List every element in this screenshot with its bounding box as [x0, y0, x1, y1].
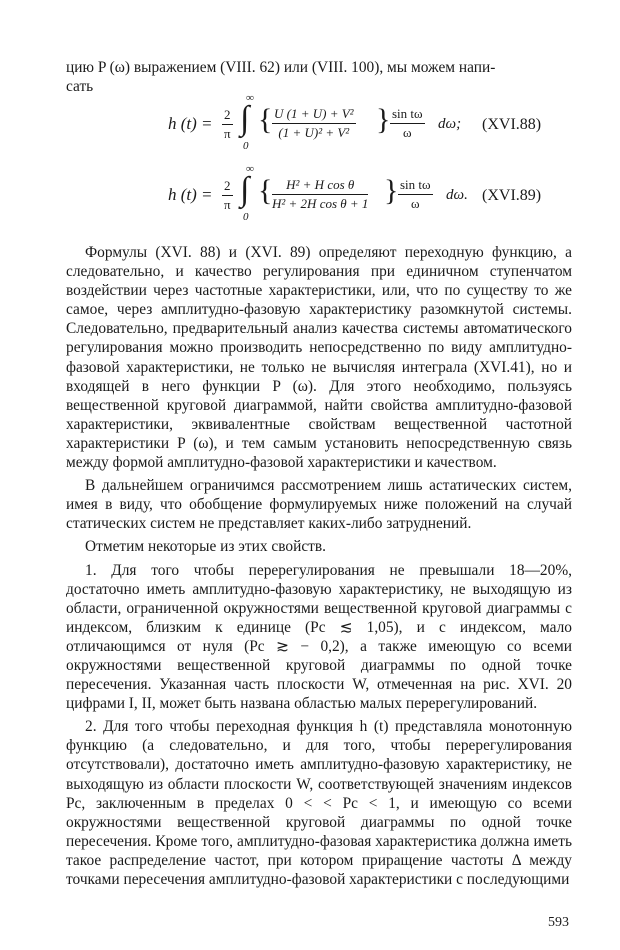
- body-text: [66, 243, 572, 889]
- integral-sign-icon: ∫: [240, 100, 250, 137]
- formula-xvi-89: [0, 163, 620, 233]
- sin-numerator: sin tω: [390, 106, 425, 124]
- main-fraction: [272, 177, 368, 212]
- main-denominator: (1 + U)² + V²: [278, 125, 350, 140]
- formula-xvi-88: [0, 92, 620, 162]
- integral-upper-limit: ∞: [246, 92, 254, 104]
- paragraph-3: Отметим некоторые из этих свойств.: [85, 538, 327, 556]
- coef-denominator: π: [223, 197, 231, 212]
- right-brace-icon: }: [384, 174, 399, 207]
- paragraph-1: Формулы (XVI. 88) и (XVI. 89) определяют переходную функцию, а следовательно, и качество регулирования при единичном ступенчатом воздействии через частотные характеристики, или, что по существу то же самое, через амплитудно-фазовую характеристику разомкнутой системы. Следовательно, предварительный анализ качества системы автоматического регулирования можно производить непосредственно по виду амплитудно-фазовой характеристики, не только не вычисляя интеграла (XVI.41), но и входящей в него функции P (ω). Для этого необходимо, пользуясь вещественной круговой диаграммой, найти свойства амплитудно-фазовой характеристики, эквивалентные свойствам вещественной частотной характеристики P (ω), и тем самым установить непосредственную связь между формой амплитудно-фазовой характеристики и качеством.: [66, 244, 572, 472]
- formula-coefficient: [222, 178, 233, 213]
- formula-tail: dω;: [438, 116, 462, 132]
- formula-tail: dω.: [446, 187, 468, 203]
- formula-number: (XVI.88): [482, 116, 542, 133]
- coef-numerator: 2: [222, 178, 233, 196]
- left-brace-icon: {: [258, 103, 273, 136]
- paragraph-2: В дальнейшем ограничимся рассмотрением лишь астатических систем, имея в виду, что обобщение формулируемых ниже положений на случай статических систем не представляет каких-либо затруднений.: [66, 477, 572, 533]
- integral-upper-limit: ∞: [246, 163, 254, 175]
- main-denominator: H² + 2H cos θ + 1: [272, 196, 369, 211]
- intro-text: [66, 58, 572, 96]
- intro-line-1: цию P (ω) выражением (VIII. 62) или (VIII. 100), мы можем напи-: [66, 59, 496, 76]
- integral-lower-limit: 0: [243, 211, 249, 223]
- right-brace-icon: }: [376, 103, 391, 136]
- page-number: 593: [548, 915, 569, 930]
- formula-lhs: h (t) =: [168, 114, 213, 133]
- paragraph-4: 1. Для того чтобы перерегулирования не превышали 18—20%, достаточно иметь амплитудно-фазовую характеристику, не выходящую из области, ограниченной окружностями вещественной круговой диаграммы с индексом, близким к единице (Pс ≲ 1,05), и с индексом, мало отличающимся от нуля (Pс ≳ − 0,2), а также имеющую со всеми окружностями вещественной круговой диаграммы по одной точке пересечения. Указанная часть плоскости W, отмеченная на рис. XVI. 20 цифрами I, II, может быть названа областью малых перерегулирований.: [66, 561, 572, 713]
- integral-sign-icon: ∫: [240, 171, 250, 208]
- sin-fraction: [398, 177, 433, 212]
- main-fraction: [272, 106, 356, 141]
- sin-fraction: [390, 106, 425, 141]
- sin-numerator: sin tω: [398, 177, 433, 195]
- coef-denominator: π: [223, 126, 231, 141]
- intro-line-2: сать: [66, 78, 94, 96]
- formula-coefficient: [222, 107, 233, 142]
- sin-denominator: ω: [411, 196, 420, 211]
- formula-number: (XVI.89): [482, 187, 542, 204]
- main-numerator: U (1 + U) + V²: [272, 106, 356, 124]
- formula-lhs: h (t) =: [168, 185, 213, 204]
- left-brace-icon: {: [258, 174, 273, 207]
- main-numerator: H² + H cos θ: [272, 177, 368, 195]
- integral-lower-limit: 0: [243, 140, 249, 152]
- paragraph-5: 2. Для того чтобы переходная функция h (t) представляла монотонную функцию (а следовательно, и для того, чтобы перерегулирования отсутствовали), достаточно иметь амплитудно-фазовую характеристику, не выходящую из области плоскости W, соответствующей значениям индексов Pс, заключенным в пределах 0 < < Pс < 1, и имеющую со всеми окружностями вещественной круговой диаграммы по одной точке пересечения. Кроме того, амплитудно-фазовая характеристика должна иметь такое распределение частот, при котором приращение частоты Δ между точками пересечения амплитудно-фазовой характеристики с последующими: [66, 718, 572, 888]
- coef-numerator: 2: [222, 107, 233, 125]
- sin-denominator: ω: [403, 125, 412, 140]
